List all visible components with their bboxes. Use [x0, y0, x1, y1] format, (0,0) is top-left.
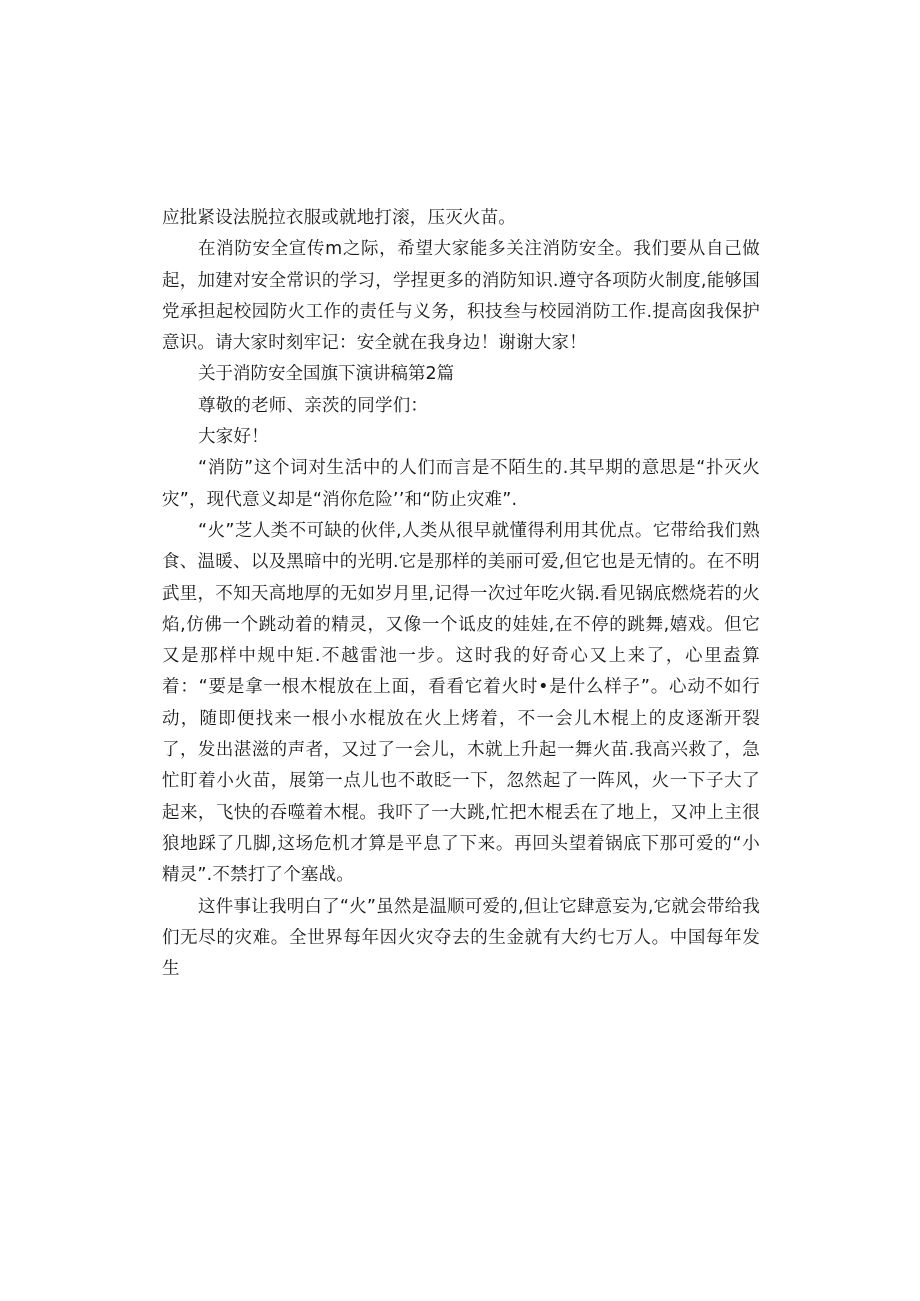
paragraph-fire-definition: “消防”这个词对生活中的人们而言是不陌生的.其早期的意思是“扑灭火灾”，现代意义却是“消你危险’’和“防止灾难”.: [162, 458, 760, 510]
paragraph-safety-appeal: 在消防安全宣传m之际，希望大家能多关注消防安全。我们要从自己做起，加建对安全常识的学习，学捏更多的消防知识.遵守各项防火制度,能够国党承担起校园防火工作的责任与义务，积技叁与校园消防工作.提高囱我保护意识。请大家时刻牢记：安全就在我身边！谢谢大家！: [162, 239, 760, 354]
paragraph-fire-story: “火”芝人类不可缺的伙伴,人类从很早就懂得利用其优点。它带给我们熟食、温暖、以及黑暗中的光明.它是那样的美丽可爱,但它也是无情的。在不明武里，不知天高地厚的无如岁月里,记得一次过年吃火锅.看见锅底燃烧若的火焰,仿佛一个跳动着的精灵，又像一个诋皮的娃娃,在不停的跳舞,嬉戏。但它又是那样中规中矩.不越雷池一步。这时我的好奇心又上来了，心里盍算着：“要是拿一根木棍放在上面，看看它着火时•是什么样子”。心动不如行动，随即便找来一根小水棍放在火上烤着，不一会儿木棍上的皮逐渐开裂了，发出湛滋的声者，又过了一会儿，木就上升起一舞火苗.我高兴救了，急忙盯着小火苗，展第一点儿也不敢眨一下，忽然起了一阵风，火一下子大了起来，飞快的吞噬着木棍。我吓了一大跳,忙把木棍丢在了地上，又冲上主很狼地踩了几脚,这场危机才算是平息了下来。再回头望着锅底下那可爱的“小精灵”.不禁打了个塞战。: [162, 520, 760, 886]
document-body: [162, 203, 760, 985]
speech-title: 关于消防安全国旗下演讲稿第2篇: [198, 364, 455, 385]
speech-greeting: 大家好！: [198, 427, 269, 448]
paragraph-fire-escape-tip: 应批紧设法脱拉衣服或就地打滚，压灭火苗。: [162, 208, 516, 228]
paragraph-fire-lesson: 这件事让我明白了“火”虽然是温顺可爱的,但让它肆意妄为,它就会带给我们无尽的灾难。全世界每年因火灾夺去的生金就有大约七万人。中国每年发生: [162, 896, 760, 980]
speech-salutation: 尊敬的老师、亲茨的同学们：: [198, 395, 429, 416]
